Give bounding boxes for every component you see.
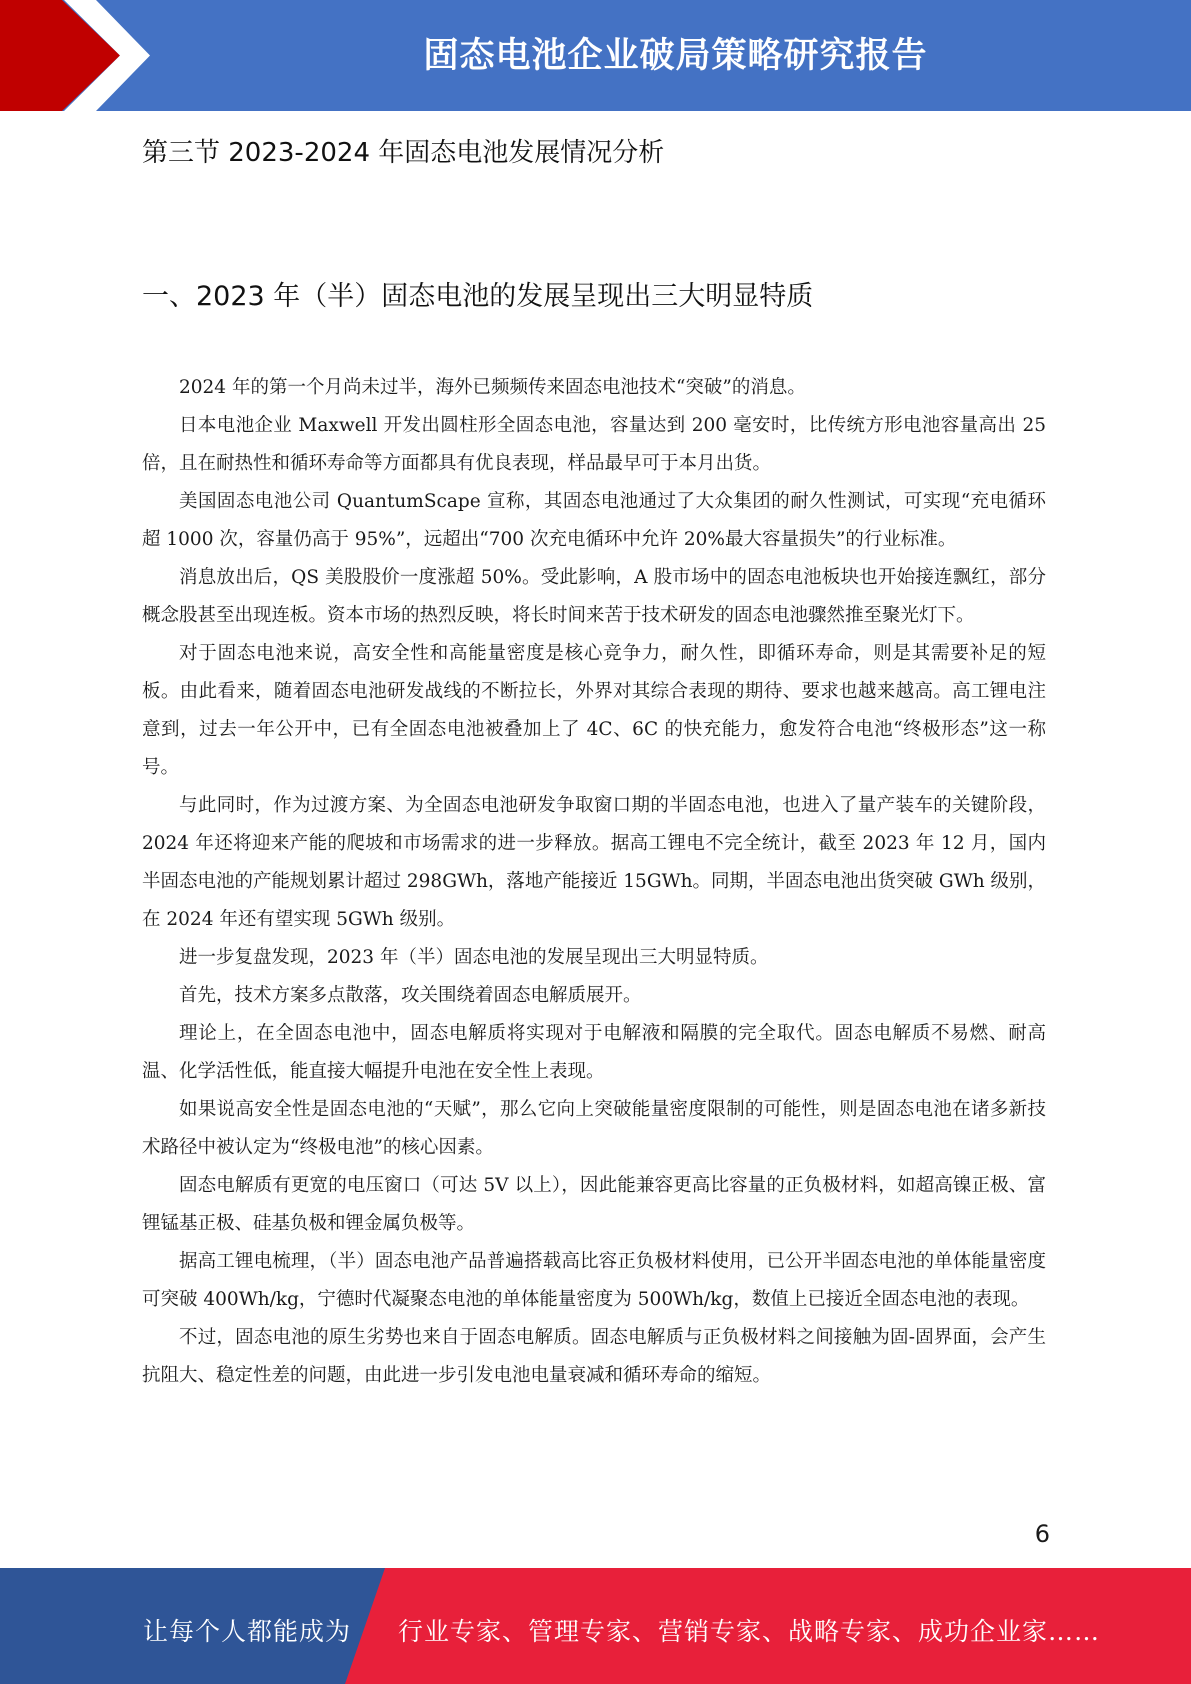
body-content <box>142 369 1046 1395</box>
paragraph: 固态电解质有更宽的电压窗口（可达 5V 以上），因此能兼容更高比容量的正负极材料，如超高镍正极、富锂锰基正极、硅基负极和锂金属负极等。 <box>142 1175 1046 1234</box>
paragraph: 美国固态电池公司 QuantumScape 宣称，其固态电池通过了大众集团的耐久性测试，可实现“充电循环超 1000 次，容量仍高于 95%”，远超出“700 次充电循环中允许 20%最大容量损失”的行业标准。 <box>142 491 1046 550</box>
paragraph: 日本电池企业 Maxwell 开发出圆柱形全固态电池，容量达到 200 毫安时，比传统方形电池容量高出 25 倍，且在耐热性和循环寿命等方面都具有优良表现，样品最早可于本月出货。 <box>142 415 1046 474</box>
page-number: 6 <box>1034 1520 1050 1548</box>
paragraph: 不过，固态电池的原生劣势也来自于固态电解质。固态电解质与正负极材料之间接触为固-固界面，会产生抗阻大、稳定性差的问题，由此进一步引发电池电量衰减和循环寿命的缩短。 <box>142 1327 1046 1386</box>
subsection-title: 一、2023 年（半）固态电池的发展呈现出三大明显特质 <box>142 281 814 312</box>
paragraph: 与此同时，作为过渡方案、为全固态电池研发争取窗口期的半固态电池，也进入了量产装车的关键阶段，2024 年还将迎来产能的爬坡和市场需求的进一步释放。据高工锂电不完全统计，截至 2023 年 12 月，国内半固态电池的产能规划累计超过 298GWh，落地产能接近 15GWh。同期，半固态电池出货突破 GWh 级别，在 2024 年还有望实现 5GWh 级别。 <box>142 795 1047 930</box>
paragraph: 进一步复盘发现，2023 年（半）固态电池的发展呈现出三大明显特质。 <box>179 947 769 968</box>
paragraph: 消息放出后，QS 美股股价一度涨超 50%。受此影响，A 股市场中的固态电池板块也开始接连飘红，部分概念股甚至出现连板。资本市场的热烈反映，将长时间来苦于技术研发的固态电池骤然推至聚光灯下。 <box>142 567 1046 626</box>
header-arrow-icon <box>0 0 160 111</box>
paragraph: 如果说高安全性是固态电池的“天赋”，那么它向上突破能量密度限制的可能性，则是固态电池在诸多新技术路径中被认定为“终极电池”的核心因素。 <box>142 1099 1046 1158</box>
paragraph: 2024 年的第一个月尚未过半，海外已频频传来固态电池技术“突破”的消息。 <box>179 377 806 398</box>
paragraph: 对于固态电池来说，高安全性和高能量密度是核心竞争力，耐久性，即循环寿命，则是其需要补足的短板。由此看来，随着固态电池研发战线的不断拉长，外界对其综合表现的期待、要求也越来越高。高工锂电注意到，过去一年公开中，已有全固态电池被叠加上了 4C、6C 的快充能力，愈发符合电池“终极形态”这一称号。 <box>142 643 1046 778</box>
page-footer <box>0 1568 1191 1684</box>
footer-roles: 行业专家、管理专家、营销专家、战略专家、成功企业家…… <box>398 1617 1101 1646</box>
paragraph: 理论上，在全固态电池中，固态电解质将实现对于电解液和隔膜的完全取代。固态电解质不易燃、耐高温、化学活性低，能直接大幅提升电池在安全性上表现。 <box>142 1023 1046 1082</box>
report-title: 固态电池企业破局策略研究报告 <box>423 36 928 76</box>
page-header <box>0 0 1191 111</box>
footer-slogan: 让每个人都能成为 <box>143 1617 352 1646</box>
section-title: 第三节 2023-2024 年固态电池发展情况分析 <box>142 138 665 168</box>
paragraph: 首先，技术方案多点散落，攻关围绕着固态电解质展开。 <box>179 985 642 1006</box>
paragraph: 据高工锂电梳理，（半）固态电池产品普遍搭载高比容正负极材料使用，已公开半固态电池的单体能量密度可突破 400Wh/kg，宁德时代凝聚态电池的单体能量密度为 500Wh/kg，数值上已接近全固态电池的表现。 <box>142 1251 1046 1310</box>
